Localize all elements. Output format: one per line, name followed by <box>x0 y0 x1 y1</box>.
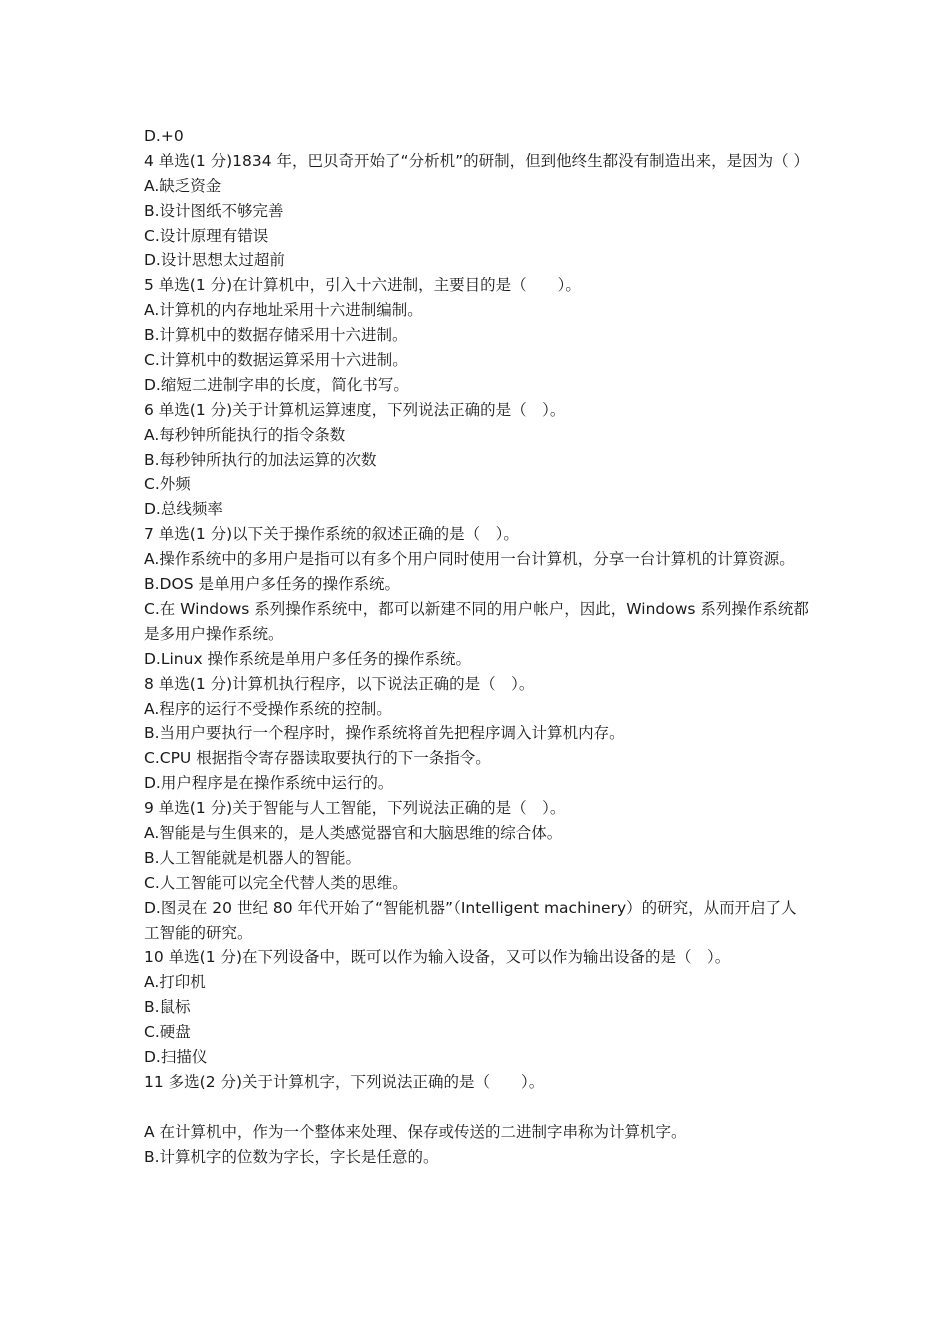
question-10-text: 10 单选(1 分)在下列设备中，既可以作为输入设备，又可以作为输出设备的是（ ）。 <box>144 948 731 967</box>
option-text: C.在 Windows 系列操作系统中，都可以新建不同的用户帐户，因此，Windows 系列操作系统都是多用户操作系统。 <box>144 599 809 643</box>
option-text: B.人工智能就是机器人的智能。 <box>144 848 362 867</box>
option-text: A 在计算机中，作为一个整体来处理、保存或传送的二进制字串称为计算机字。 <box>144 1122 687 1141</box>
option-text: D.设计思想太过超前 <box>144 251 285 270</box>
document-page <box>144 124 810 1170</box>
option-text: D.Linux 操作系统是单用户多任务的操作系统。 <box>144 649 472 668</box>
option-text: D.用户程序是在操作系统中运行的。 <box>144 774 394 793</box>
option-text: A.打印机 <box>144 973 206 992</box>
question-5-text: 5 单选(1 分)在计算机中，引入十六进制，主要目的是（ ）。 <box>144 276 581 295</box>
option-text: D.+0 <box>144 127 184 145</box>
question-4-text: 4 单选(1 分)1834 年，巴贝奇开始了“分析机”的研制，但到他终生都没有制造出来，是因为（ ） <box>144 151 810 170</box>
option-text: B.鼠标 <box>144 998 191 1017</box>
option-text: D.总线频率 <box>144 500 223 519</box>
option-text: A.每秒钟所能执行的指令条数 <box>144 425 346 444</box>
question-6-text: 6 单选(1 分)关于计算机运算速度，下列说法正确的是（ ）。 <box>144 400 566 419</box>
question-11-text: 11 多选(2 分)关于计算机字，下列说法正确的是（ ）。 <box>144 1072 545 1091</box>
option-text: A.程序的运行不受操作系统的控制。 <box>144 699 392 718</box>
option-text: C.CPU 根据指令寄存器读取要执行的下一条指令。 <box>144 749 491 768</box>
option-text: C.计算机中的数据运算采用十六进制。 <box>144 351 408 370</box>
option-text: D.图灵在 20 世纪 80 年代开始了“智能机器”（Intelligent machinery）的研究，从而开启了人工智能的研究。 <box>144 898 797 942</box>
option-text: C.硬盘 <box>144 1023 191 1042</box>
option-text: A.操作系统中的多用户是指可以有多个用户同时使用一台计算机，分享一台计算机的计算资源。 <box>144 550 795 569</box>
option-text: C.人工智能可以完全代替人类的思维。 <box>144 873 408 892</box>
option-text: C.外频 <box>144 475 191 494</box>
question-8-text: 8 单选(1 分)计算机执行程序，以下说法正确的是（ ）。 <box>144 674 535 693</box>
option-text: B.计算机字的位数为字长，字长是任意的。 <box>144 1147 439 1166</box>
option-text: A.计算机的内存地址采用十六进制编制。 <box>144 301 423 320</box>
question-7-text: 7 单选(1 分)以下关于操作系统的叙述正确的是（ ）。 <box>144 525 519 544</box>
option-text: A.智能是与生俱来的，是人类感觉器官和大脑思维的综合体。 <box>144 824 563 842</box>
option-text: C.设计原理有错误 <box>144 226 269 245</box>
option-text: D.缩短二进制字串的长度，简化书写。 <box>144 375 409 394</box>
option-text: B.设计图纸不够完善 <box>144 201 284 220</box>
option-text: A.缺乏资金 <box>144 176 222 195</box>
option-text: B.DOS 是单用户多任务的操作系统。 <box>144 575 400 594</box>
option-text: B.计算机中的数据存储采用十六进制。 <box>144 326 408 345</box>
blank-line <box>144 1095 810 1120</box>
option-text: B.当用户要执行一个程序时，操作系统将首先把程序调入计算机内存。 <box>144 724 625 743</box>
option-text: D.扫描仪 <box>144 1048 208 1067</box>
question-9-text: 9 单选(1 分)关于智能与人工智能，下列说法正确的是（ ）。 <box>144 799 566 818</box>
option-text: B.每秒钟所执行的加法运算的次数 <box>144 450 377 469</box>
